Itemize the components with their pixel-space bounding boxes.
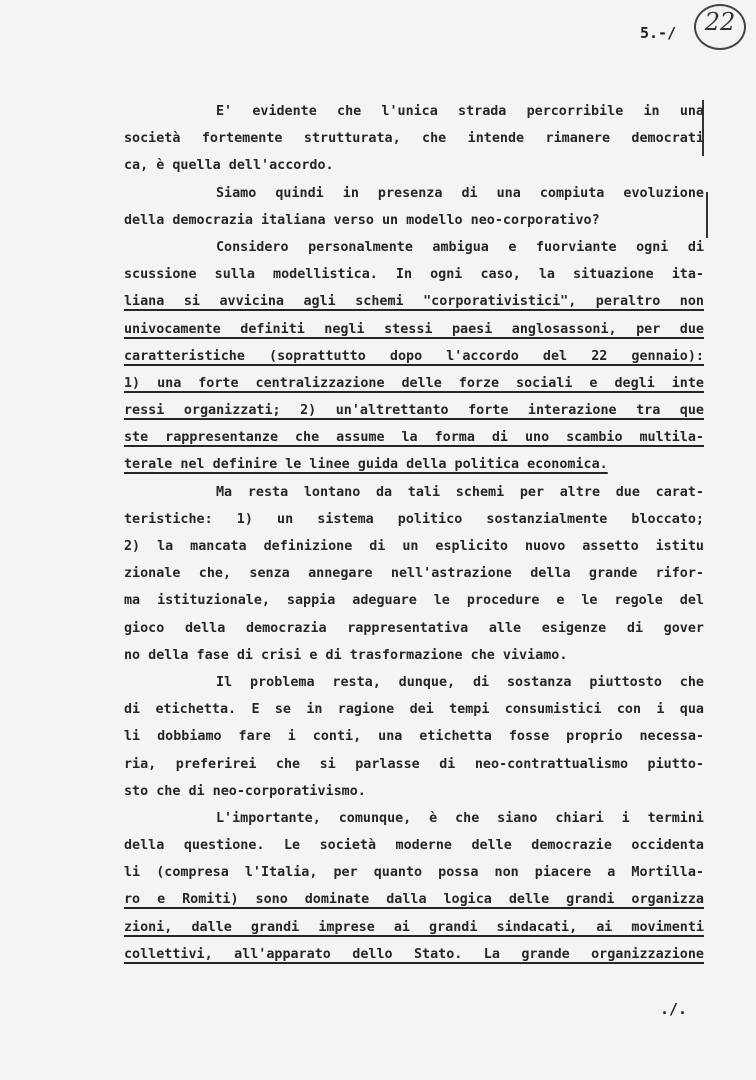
text-line: Siamo quindi in presenza di una compiuta evoluzione	[216, 185, 704, 201]
text-line: li (compresa l'Italia, per quanto possa non piacere a Mortilla-	[124, 865, 704, 881]
text-line: scussione sulla modellistica. In ogni caso, la situazione ita-	[124, 267, 704, 283]
text-line: L'importante, comunque, è che siano chiari i termini	[216, 810, 704, 826]
text-line: E' evidente che l'unica strada percorribile in una	[216, 104, 704, 119]
text-line: di etichetta. E se in ragione dei tempi consumistici con i qua	[124, 702, 704, 718]
text-line: Ma resta lontano da tali schemi per altre due carat-	[216, 484, 704, 500]
handwritten-page-number: 22	[704, 8, 736, 36]
text-line: univocamente definiti negli stessi paesi anglosassoni, per due	[124, 321, 704, 337]
text-line: Considero personalmente ambigua e fuorviante ogni di	[216, 239, 704, 255]
page-number: 5.-/	[640, 24, 677, 42]
text-line: della questione. Le società moderne delle democrazie occidenta	[124, 838, 704, 854]
text-line: della democrazia italiana verso un modello neo-corporativo?	[124, 212, 600, 228]
continuation-mark: ./.	[660, 1000, 688, 1018]
text-line: 2) la mancata definizione di un esplicito nuovo assetto istitu	[124, 539, 704, 554]
text-line: gioco della democrazia rappresentativa alle esigenze di gover	[124, 620, 704, 636]
text-line: terale nel definire le linee guida della politica economica.	[124, 457, 608, 473]
text-line: ca, è quella dell'accordo.	[124, 158, 334, 174]
text-line: teristiche: 1) un sistema politico sostanzialmente bloccato;	[124, 511, 704, 527]
text-line: caratteristiche (soprattutto dopo l'accordo del 22 gennaio):	[124, 348, 704, 364]
text-line: 1) una forte centralizzazione delle forze sociali e degli inte	[124, 375, 704, 391]
text-line: ste rappresentanze che assume la forma di uno scambio multila-	[124, 430, 704, 446]
text-line: no della fase di crisi e di trasformazione che viviamo.	[124, 647, 568, 663]
body-text	[124, 98, 704, 968]
text-line: ro e Romiti) sono dominate dalla logica delle grandi organizza	[124, 892, 704, 908]
text-line: zioni, dalle grandi imprese ai grandi sindacati, ai movimenti	[124, 919, 704, 935]
margin-mark-2	[706, 192, 708, 238]
text-line: li dobbiamo fare i conti, una etichetta fosse proprio necessa-	[124, 729, 704, 745]
text-line: società fortemente strutturata, che intende rimanere democrati	[124, 131, 704, 147]
text-line: zionale che, senza annegare nell'astrazione della grande rifor-	[124, 566, 704, 582]
text-line: liana si avvicina agli schemi "corporativistici", peraltro non	[124, 294, 704, 310]
text-line: ressi organizzati; 2) un'altrettanto forte interazione tra que	[124, 403, 704, 419]
text-line: collettivi, all'apparato dello Stato. La grande organizzazione	[124, 946, 704, 962]
text-line: ria, preferirei che si parlasse di neo-contrattualismo piutto-	[124, 756, 704, 772]
text-line: sto che di neo-corporativismo.	[124, 783, 366, 799]
text-line: ma istituzionale, sappia adeguare le procedure e le regole del	[124, 593, 704, 609]
text-line: Il problema resta, dunque, di sostanza piuttosto che	[216, 674, 704, 690]
